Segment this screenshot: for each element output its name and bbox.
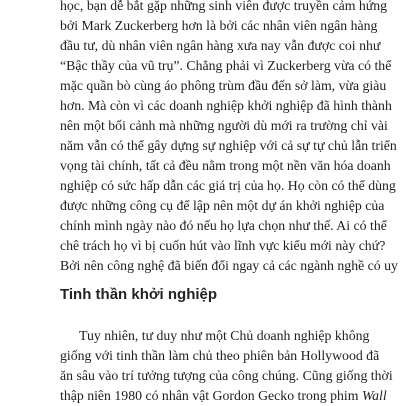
body-text-line: “Bậc thầy của vũ trụ”. Chẳng phải vì Zuckerberg vừa có thể — [60, 58, 392, 73]
body-text-line: chính mình ngày nào đó nếu họ lựa chọn như thế. Ai có thể — [60, 218, 387, 233]
body-text-line: giống với tinh thần làm chủ theo phiên bản Hollywood đã — [60, 348, 380, 363]
body-text-line: chê trách họ vì bị cuốn hút vào lĩnh vực kiểu mới này chứ? — [60, 238, 386, 253]
text-run: thập niên 1980 có nhân vật Gordon Gecko trong phim — [60, 388, 362, 403]
italic-title: Wall — [361, 388, 387, 403]
body-text-line: ăn sâu vào trí tưởng tượng của công chúng. Cũng giống thời — [60, 368, 393, 383]
body-text-line — [60, 386, 387, 406]
body-text-line: hơn. Mà còn vì các doanh nghiệp khởi nghiệp đã hình thành — [60, 98, 392, 113]
body-text-line: được những công cụ để lập nên một dự án khởi nghiệp của — [60, 198, 385, 213]
body-text-line: học, bạn dễ bắt gặp những sinh viên được truyền cảm hứng — [60, 0, 388, 13]
body-text-line: đầu tư, dù nhân viên ngân hàng xưa nay vẫn được coi như — [60, 38, 381, 53]
body-text-line: nghiệp có sức hấp dẫn các giá trị của họ. Họ còn có thể dùng — [60, 178, 396, 193]
body-text-line: vọng tài chính, tất cả đều nằm trong một nền văn hóa doanh — [60, 158, 391, 173]
body-text-line: Bởi nên công nghệ đã biến đổi ngay cả các ngành nghề có uy — [60, 258, 398, 273]
body-text-line: năm vẫn có thể gây dựng sự nghiệp với cả sự tự chủ lẫn triển — [60, 138, 397, 153]
body-text-line: Tuy nhiên, tư duy như một Chủ doanh nghiệp không — [79, 328, 370, 343]
body-text-line: bởi Mark Zuckerberg hơn là bởi các nhân viên ngân hàng — [60, 18, 378, 33]
body-text-line: mặc quần bò cùng áo phông trùm đầu đến sở làm, vừa giàu — [60, 78, 387, 93]
body-text-line: nên một bối cảnh mà những người dù mới ra trường chỉ vài — [60, 118, 388, 133]
section-heading: Tinh thần khởi nghiệp — [60, 286, 218, 303]
